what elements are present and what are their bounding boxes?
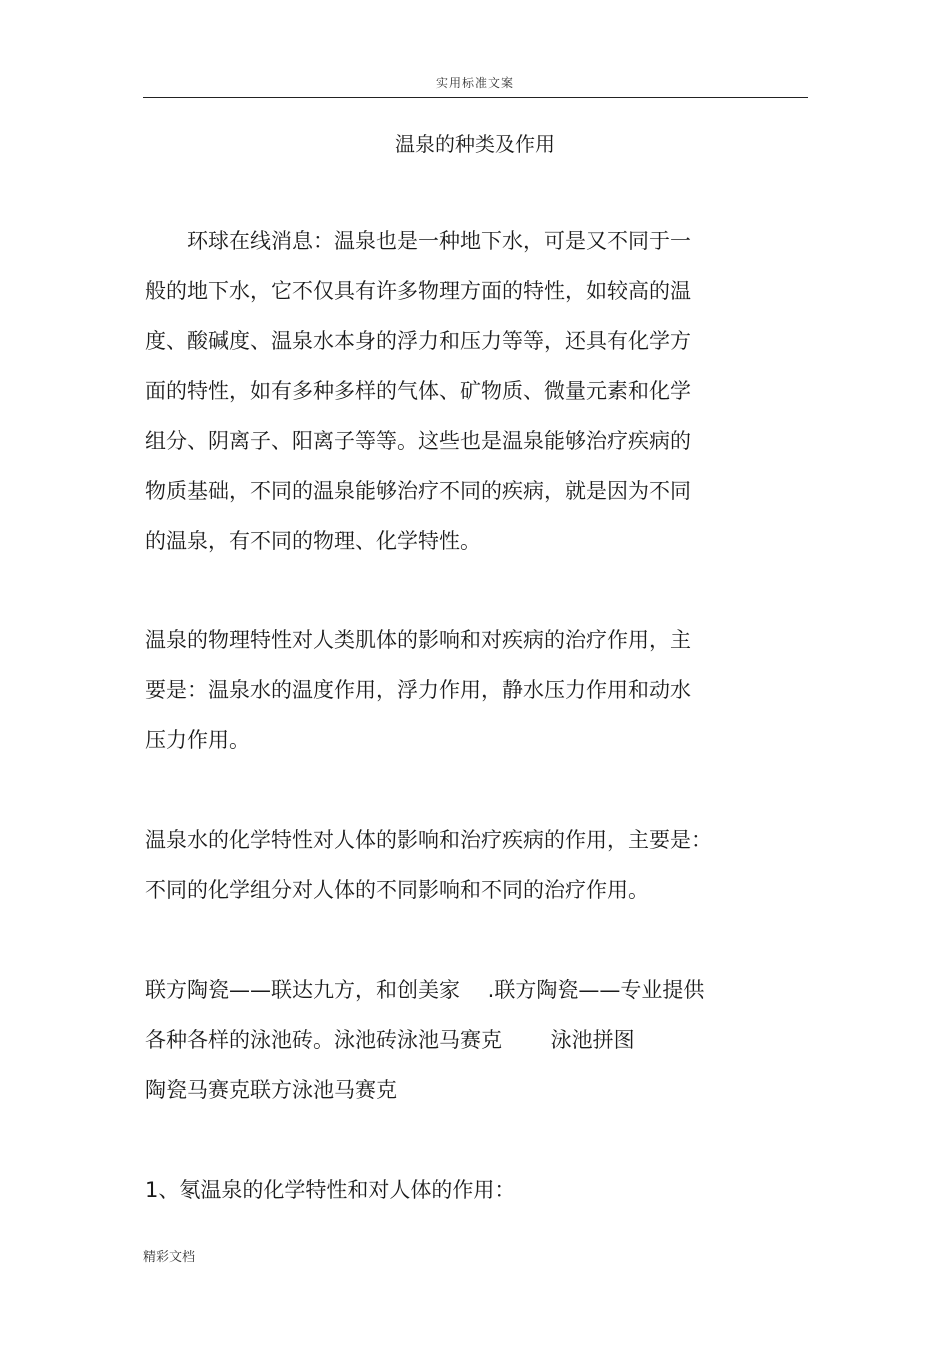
paragraph-promo: [145, 965, 775, 1115]
text-line: 组分、阴离子、阳离子等等。这些也是温泉能够治疗疾病的: [145, 429, 691, 453]
text-line: 1、氡温泉的化学特性和对人体的作用：: [145, 1178, 516, 1202]
text-line: 要是：温泉水的温度作用，浮力作用，静水压力作用和动水: [145, 678, 691, 702]
text-line: 陶瓷马赛克联方泳池马赛克: [145, 1078, 397, 1102]
text-line: 的温泉，有不同的物理、化学特性。: [145, 529, 481, 553]
paragraph-intro: [145, 216, 775, 566]
page-header: 实用标准文案: [435, 76, 514, 90]
text-line: 度、酸碱度、温泉水本身的浮力和压力等等，还具有化学方: [145, 329, 691, 353]
text-line: 各种各样的泳池砖。泳池砖泳池马赛克 泳池拼图: [145, 1028, 635, 1052]
text-line: 温泉水的化学特性对人体的影响和治疗疾病的作用，主要是：: [145, 828, 712, 852]
text-line: 般的地下水，它不仅具有许多物理方面的特性，如较高的温: [145, 279, 691, 303]
text-line: 温泉的物理特性对人类肌体的影响和对疾病的治疗作用，主: [145, 628, 691, 652]
text-line: 压力作用。: [145, 728, 250, 752]
text-line: 面的特性，如有多种多样的气体、矿物质、微量元素和化学: [145, 379, 691, 403]
header-divider: [143, 97, 808, 98]
paragraph-physical: [145, 615, 775, 765]
document-title: 温泉的种类及作用: [395, 132, 555, 156]
paragraph-chemical: [145, 815, 775, 915]
text-line: 物质基础，不同的温泉能够治疗不同的疾病，就是因为不同: [145, 479, 691, 503]
text-line: 环球在线消息：温泉也是一种地下水，可是又不同于一: [145, 229, 691, 253]
section-heading: [145, 1165, 775, 1215]
text-line: 联方陶瓷——联达九方，和创美家 .联方陶瓷——专业提供: [145, 978, 705, 1002]
page-footer: 精彩文档: [143, 1250, 196, 1265]
text-line: 不同的化学组分对人体的不同影响和不同的治疗作用。: [145, 878, 649, 902]
